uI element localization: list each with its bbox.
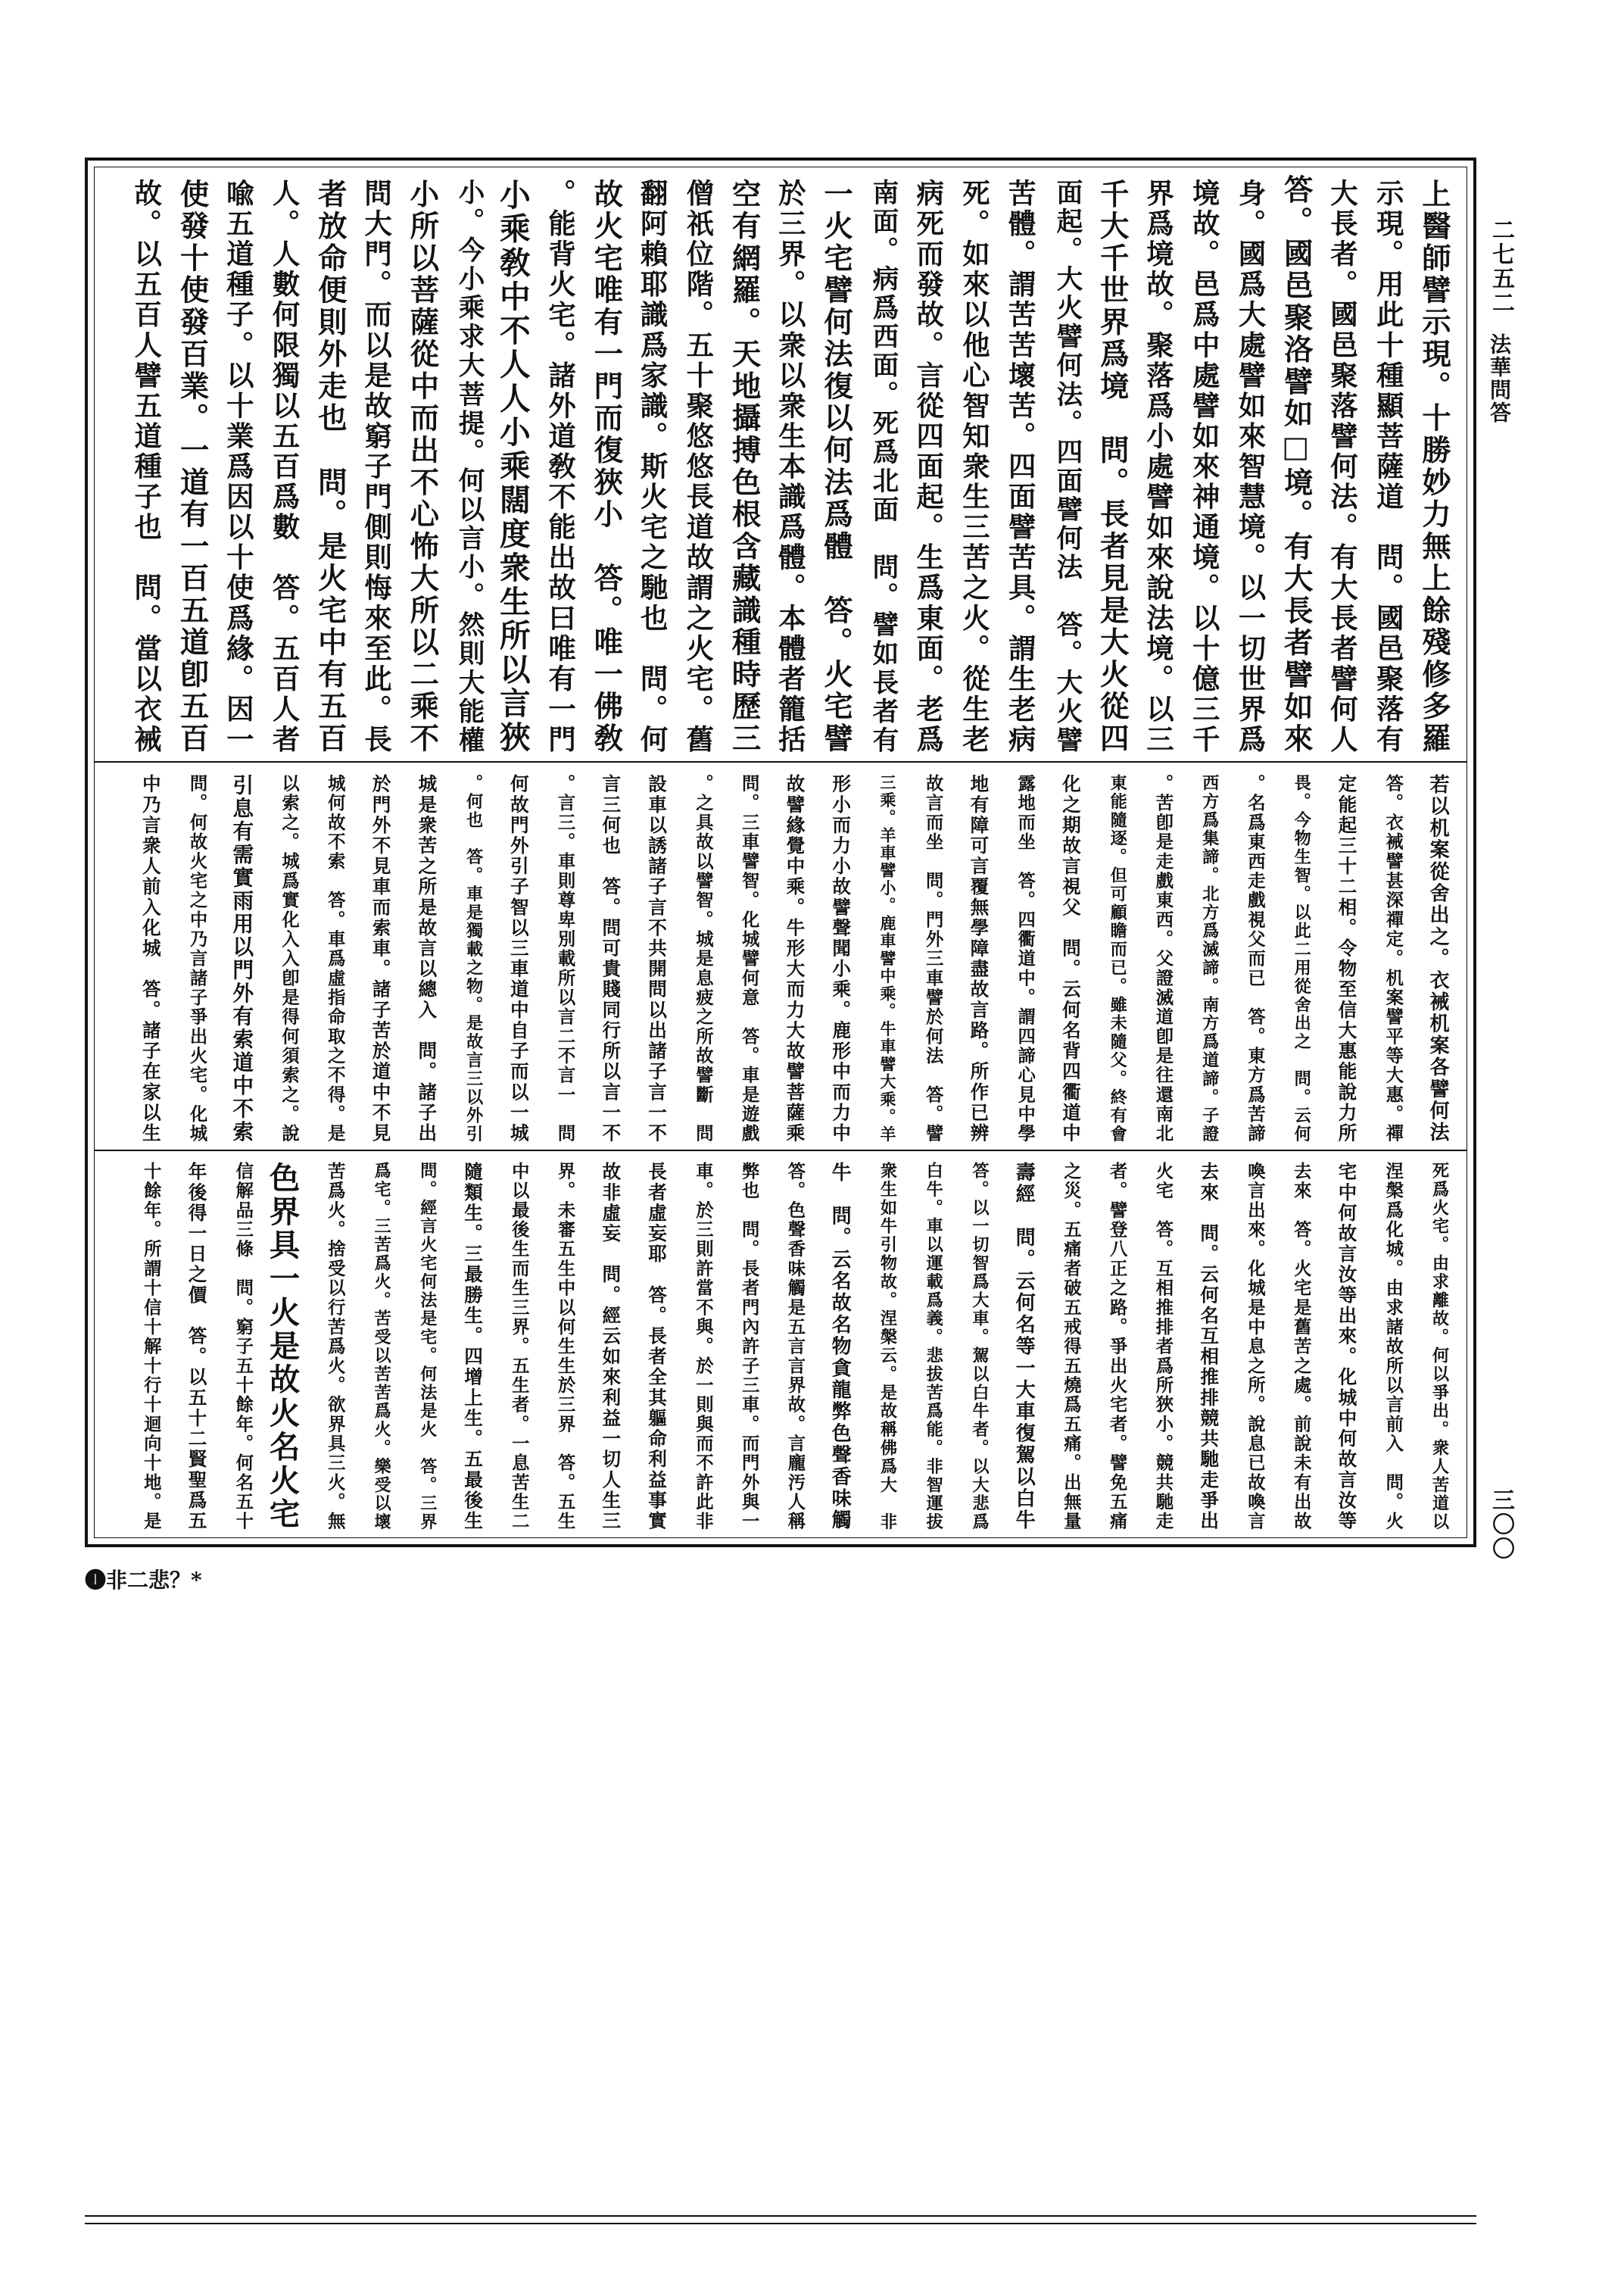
text-column: 長者虛妄耶 答。長者全其軀命利益事實 — [646, 1162, 669, 1531]
text-column: 去來 答。火宅是舊苦之處。前說未有出故 — [1290, 1162, 1312, 1531]
text-column: 小乘敎中不人人小乘闊度衆生所以言狹 — [494, 179, 531, 755]
text-column: 故譬緣覺中乘。牛形大而力大故譬菩薩乘 — [784, 774, 806, 1144]
text-column: 城是衆苦之所是故言以總入 問。諸子出 — [416, 774, 438, 1144]
text-column: 界。未審五生中以何生生於三界 答。五生 — [554, 1162, 576, 1531]
text-column: 城何故不索 答。車爲虛指命取之不得。是 — [324, 774, 346, 1144]
text-column: 一火宅譬何法復以何法爲體 答。火宅譬 — [818, 179, 853, 755]
text-column: 西方爲集諦。北方爲滅諦。南方爲道諦。子證 — [1199, 774, 1220, 1144]
section-divider-2 — [94, 1150, 1467, 1151]
text-column: 去來 問。云何名互相推排競共馳走爭出 — [1198, 1162, 1220, 1531]
text-column: 言三何也 答。問可貴賤同行所以言一不 — [600, 774, 622, 1144]
text-column: 小。今小乘求大菩提。何以言小。然則大能權 — [454, 179, 485, 755]
text-column: 弊也 問。長者門內許子三車。而門外與一 — [738, 1162, 760, 1531]
text-column: 答。以一切智爲大車。駕以白牛者。以大悲爲 — [969, 1162, 990, 1531]
text-column: 年後得一日之價 答。以五十二賢聖爲五 — [185, 1162, 208, 1531]
text-column: 示現。用此十種顯菩薩道 問。國邑聚落有 — [1372, 179, 1405, 755]
text-column: 問。經言火宅何法是宅。何法是火 答。三界 — [417, 1162, 438, 1531]
text-column: 人。人數何限獨以五百爲數 答。五百人者 — [268, 179, 301, 755]
text-column: 車。於三則許當不與。於一則與而不許此非 — [692, 1162, 714, 1531]
text-column: 衆生如牛引物故。涅槃云。是故稱佛爲大 非 — [877, 1162, 897, 1531]
text-column: 身。國爲大處譬如來智慧境。以一切世界爲 — [1233, 179, 1267, 755]
text-column: 中以最後生而生三界。五生者。一息苦生二 — [508, 1162, 530, 1531]
text-column: 苦卽是走戲東西。父證滅道卽是往還南北。 — [1152, 774, 1174, 1144]
text-column: 故言而坐 問。門外三車譬於何法 答。譬 — [922, 774, 944, 1144]
text-column: 牛 問。云名故名物貪龍弊色聲香味觸 — [828, 1162, 852, 1531]
text-column: 者。譬登八正之路。爭出火宅者。譬免五痛 — [1106, 1162, 1128, 1531]
text-column: 喩五道種子。以十業爲因以十使爲緣。因一 — [222, 179, 255, 755]
text-column: 答。衣裓譬甚深禪定。机案譬平等大惠。禪 — [1382, 774, 1404, 1144]
text-column: 問。三車譬智。化城譬何意 答。車是遊戲 — [738, 774, 760, 1144]
text-column: 何也 答。車是獨載之物。是故言三以外引。 — [463, 774, 484, 1144]
text-column: 者放命便則外走也 問。是火宅中有五百 — [312, 179, 347, 755]
text-column: 問大門。而以是故窮子門側則悔來至此。長 — [360, 179, 393, 755]
text-column: 故非虛妄 問。經云如來利益一切人生三 — [600, 1162, 622, 1531]
text-column: 境故。邑爲中處譬如來神通境。以十億三千 — [1188, 179, 1221, 755]
text-column: 千大千世界爲境 問。長者見是大火從四 — [1094, 179, 1129, 755]
text-column: 僧祇位階。五十聚悠悠長道故謂之火宅。舊 — [681, 179, 715, 755]
text-column: 故。以五百人譬五道種子也 問。當以衣裓 — [129, 179, 163, 755]
text-column: 之災。五痛者破五戒得五燒爲五痛。出無量 — [1060, 1162, 1082, 1531]
text-column: 設車以誘諸子言不共開問以出諸子言一不 — [646, 774, 669, 1144]
text-column: 地有障可言覆無學障盡故言路。所作已辨 — [968, 774, 990, 1144]
text-column: 露地而坐 答。四衢道中。謂四諦心見中學 — [1015, 774, 1036, 1144]
text-section-upper — [114, 173, 1451, 755]
text-column: 隨類生。三最勝生。四增上生。五最後生 — [462, 1162, 485, 1531]
text-column: 大長者。國邑聚落譬何法。有大長者譬何人 — [1326, 179, 1359, 755]
text-column: 火宅 答。互相推排者爲所狹小。競共馳走 — [1152, 1162, 1174, 1531]
bottom-rule-2 — [85, 2223, 1476, 2224]
text-column: 死。如來以他心智知衆生三苦之火。從生老 — [958, 179, 991, 755]
text-column: 形小而力小故譬聲聞小乘。鹿形中而力中 — [830, 774, 853, 1144]
text-column: 畏。今物生智。以此二用從舍出之 問。云何 — [1291, 774, 1311, 1144]
text-column: 死爲火宅。由求離故。何以爭出。衆人苦道以 — [1429, 1162, 1449, 1531]
text-column: 小所以菩薩從中而出不心怖大所以二乘不 — [404, 179, 439, 755]
text-column: 三乘。羊車譬小。鹿車譬中乘。牛車譬大乘。羊 — [877, 774, 897, 1144]
text-column: 翻阿賴耶識爲家識。斯火宅之馳也 問。何 — [636, 179, 669, 755]
page-number-left: 二七五二 — [1488, 218, 1514, 315]
text-column: 界爲境故。聚落爲小處譬如來說法境。以三 — [1142, 179, 1175, 755]
text-column: 南面。病爲西面。死爲北面 問。譬如長者有 — [867, 179, 898, 755]
text-column: 故火宅唯有一門而復狹小 答。唯一佛敎 — [588, 179, 623, 755]
page-number-right: 三〇〇 — [1488, 1488, 1514, 1561]
text-column: 喚言出來。化城是中息之所。說息已故喚言 — [1244, 1162, 1266, 1531]
text-column: 化之期故言視父 問。云何名背四衢道中 — [1059, 774, 1082, 1144]
text-section-lower — [114, 1159, 1448, 1531]
text-column: 名爲東西走戲視父而已 答。東方爲苦諦。 — [1244, 774, 1266, 1144]
text-column: 使發十使發百業。一道有一百五道卽五百 — [174, 179, 209, 755]
text-column: 以索之。城爲實化入入卽是得何須索之。說 — [279, 774, 301, 1144]
text-column: 空有網羅。天地攝搏色根含藏識種時歷三 — [726, 179, 761, 755]
text-column: 上醫師譬示現。十勝妙力無上餘殘修多羅 — [1417, 179, 1451, 755]
text-column: 問。何故火宅之中乃言諸子爭出火宅。化城 — [186, 774, 208, 1144]
footnote: ❶非二悲？* — [85, 1568, 202, 1593]
text-column: 答。色聲香味觸是五言言界故。言龐汚人稱 — [784, 1162, 806, 1531]
text-column: 爲宅。三苦爲火。苦受以苦苦爲火。樂受以壞 — [371, 1162, 391, 1531]
text-column: 面起。大火譬何法。四面譬何法 答。大火譬 — [1051, 179, 1082, 755]
text-column: 壽經 問。云何名等一大車復駕以白牛 — [1012, 1162, 1036, 1531]
text-column: 之具故以譬智。城是息疲之所故譬斷 問。 — [692, 774, 714, 1144]
text-column: 苦爲火。捨受以行苦爲火。欲界具三火。無 — [324, 1162, 346, 1531]
text-column: 色界具一火是故火名火宅 — [264, 1162, 301, 1531]
text-column: 能背火宅。諸外道敎不能出故曰唯有一門。 — [544, 179, 577, 755]
section-divider-1 — [94, 761, 1467, 763]
text-column: 涅槃爲化城。由求諸故所以言前入 問。火 — [1382, 1162, 1404, 1531]
text-column: 宅中何故言汝等出來。化城中何故言汝等 — [1336, 1162, 1358, 1531]
text-column: 信解品三條 問。窮子五十餘年。何名五十 — [232, 1162, 254, 1531]
bottom-rule-1 — [85, 2215, 1476, 2217]
text-column: 白牛。車以運載爲義。悲拔苦爲能。非智運拔 — [923, 1162, 943, 1531]
text-column: 引息有需實雨用以門外有索道中不索 — [229, 774, 254, 1144]
text-column: 言三。車則尊卑別載所以言二不言一 問。 — [554, 774, 576, 1144]
text-column: 病死而發故。言從四面起。生爲東面。老爲 — [912, 179, 945, 755]
text-column: 於門外不見車而索車。諸子苦於道中不見 — [369, 774, 392, 1144]
text-section-middle — [114, 771, 1448, 1144]
text-column: 答。國邑聚洛譬如□境。有大長者譬如來 — [1278, 173, 1313, 755]
text-column: 若以机案從舍出之。衣裓机案各譬何法 — [1426, 774, 1449, 1144]
text-column: 中乃言衆人前入化城 答。諸子在家以生 — [139, 774, 162, 1144]
text-column: 何故門外引子智以三車道中自子而以一城 — [507, 774, 530, 1144]
text-column: 十餘年。所謂十信十解十行十迴向十地。是 — [140, 1162, 162, 1531]
text-column: 定能起三十二相。令物至信大惠能說力所 — [1336, 774, 1358, 1144]
text-column: 東能隨逐。但可顧瞻而已。雖未隨父。終有會 — [1107, 774, 1127, 1144]
text-column: 苦體。謂苦苦壞苦。四面譬苦具。謂生老病 — [1004, 179, 1037, 755]
running-title: 法華問答 — [1487, 333, 1512, 424]
text-column: 於三界。以衆以衆生本識爲體。本體者籠括 — [774, 179, 807, 755]
